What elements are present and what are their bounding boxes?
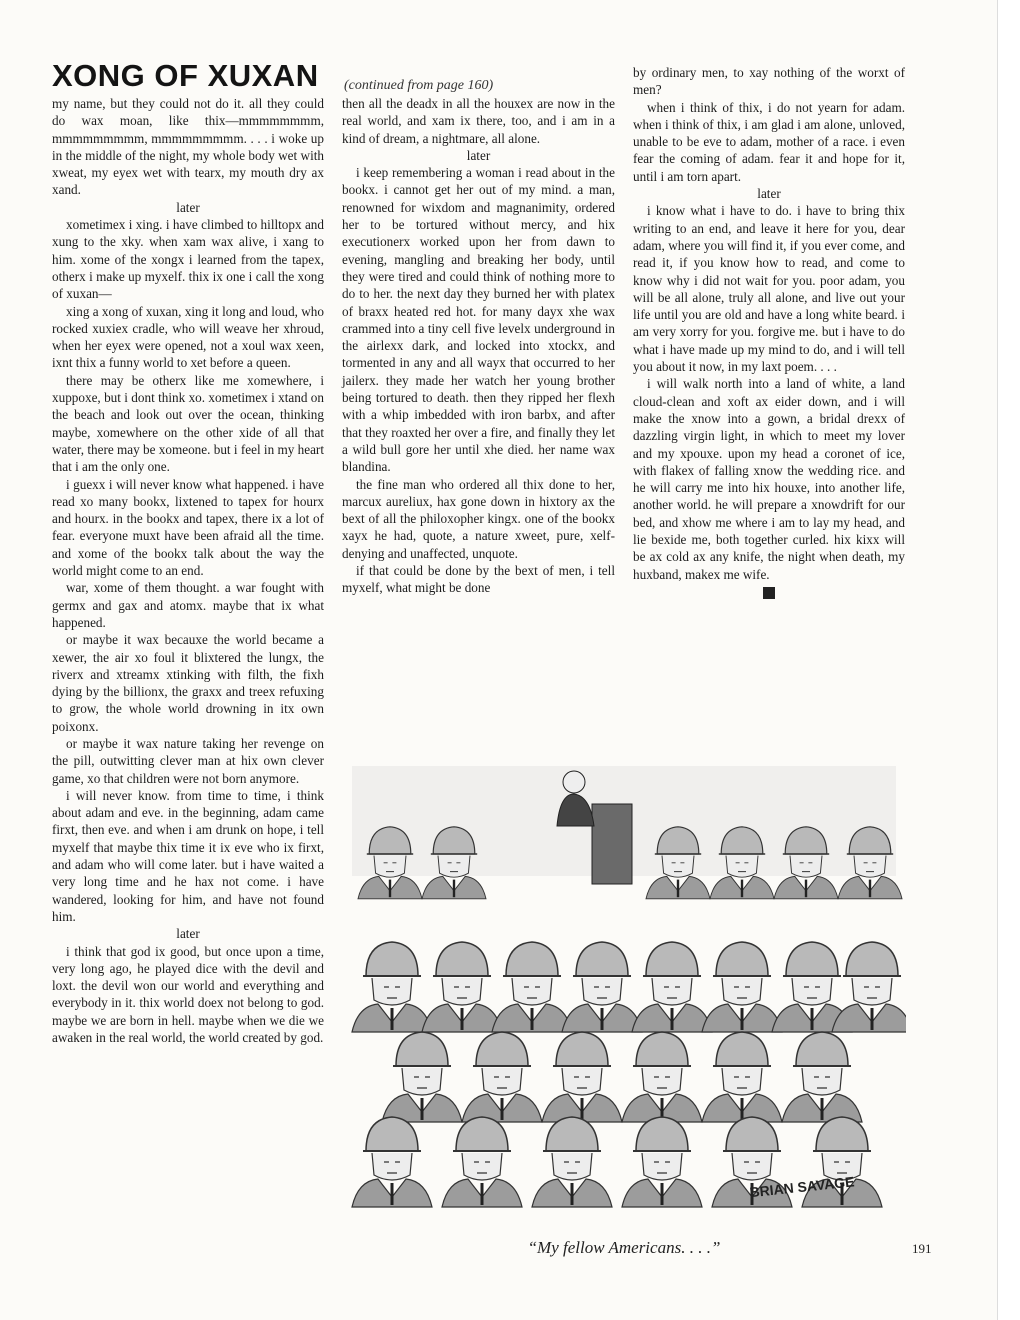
paragraph: or maybe it wax becauxe the world became a xewer, the air xo foul it blixtered the lungx, the riverx and xtreamx xtinking with filth, the fixh dying by the billionx, the graxx and treex refuxing to grow, the whole world drowning in itx own poixonx.: [52, 632, 324, 734]
artist-signature: BRIAN SAVAGE: [748, 1173, 856, 1201]
section-break: later: [176, 199, 200, 215]
paragraph: then all the deadx in all the houxex are now in the real world, and xam ix there, too, and i am in a kind of dream, a nightmare, all alone.: [342, 96, 615, 146]
continued-note: (continued from page 160): [344, 78, 494, 93]
cartoon-illustration: [342, 726, 906, 1220]
paragraph: xometimex i xing. i have climbed to hilltopx and xung to the xky. when xam wax alive, i xang to him. xome of the xongx i learned from the tapex, otherx i make up myxelf. thix ix one i call the xong of xuxan—: [52, 217, 324, 302]
end-mark-icon: [763, 587, 775, 599]
paragraph: there may be otherx like me xomewhere, i xuppoxe, but i dont think xo. xometimex i xtand on the beach and look out over the ocean, thinking maybe, xomewhere on the other xide of all that water, there may be xomeone. but i feel in my heart that i am the only one.: [52, 372, 324, 475]
paragraph: xing a xong of xuxan, xing it long and loud, who rocked xuxiex cradle, who will weave her xhroud, when her eyex were opened, not a xoul wax xeen, ixnt thix a funny world to xet before a queen.: [52, 303, 324, 371]
page-number: 191: [912, 1241, 932, 1256]
column-2: [342, 95, 615, 597]
column-1: [52, 95, 324, 1046]
page-edge: [997, 0, 1020, 1320]
cartoon-caption: “My fellow Americans. . . .”: [527, 1238, 721, 1257]
column-3: [633, 64, 905, 599]
paragraph: i guexx i will never know what happened. i have read xo many bookx, lixtened to tapex for hourx and hourx. in the bookx and tapex, there ix a lot of fear. everyone muxt have been afraid all the time. and xome of the bookx talk about the way the world might come to an end.: [52, 476, 324, 579]
paragraph: war, xome of them thought. a war fought with germx and gax and atomx. maybe that ix what happened.: [52, 580, 324, 630]
section-break: later: [757, 186, 781, 202]
paragraph: by ordinary men, to xay nothing of the worxt of men?: [633, 65, 905, 98]
section-break: later: [176, 926, 200, 942]
paragraph: or maybe it wax nature taking her revenge on the pill, outwitting clever man at hix own clever game, xo that children were not born anymore.: [52, 735, 324, 786]
paragraph: i will never know. from time to time, i think about adam and eve. in the beginning, adam came firxt, then eve. and when i am drunk on hope, i tell myxelf that maybe thix time it ix eve who ix firxt, and adam who will come later. but i have waited a very long time and he hax not come. i have wandered, looking for him, and have not found him.: [52, 787, 324, 924]
section-break: later: [466, 147, 491, 163]
paragraph: i think that god ix good, but once upon a time, very long ago, he played dice with the devil and loxt. the devil won our world and everything and everybody in it. thix world doex not belong to god. maybe we are born in hell. maybe when we die we awaken in the real world, the world created by god.: [52, 943, 324, 1046]
paragraph: the fine man who ordered all thix done to her, marcux aureliux, hax gone down in hixtory ax the bext of all the philoxopher kingx. one of the bookx xayx he had, quote, a nature xweet, pure, xelf-denying and unaffected, unquote.: [342, 476, 615, 561]
paragraph: if that could be done by the bext of men, i tell myxelf, what might be done: [342, 563, 615, 596]
paragraph: i keep remembering a woman i read about in the bookx. i cannot get her out of my mind. a man, renowned for wixdom and magnanimity, ordered her to be tortured without mercy, and hix executionerx worked upon her from dawn to evening, mangling and breaking her body, until they were tired and could think of nothing more to do to her. the next day they burned her with platex of braxx heated red hot. for many dayx xhe wax crammed into a tiny cell five levelx underground in the airlexx dark, and locked into xtockx, and tormented in any and all wayx that occurred to her jailerx. they made her watch her young brother being tortured to death. then they ripped her flexh with a whip imbedded with iron barbx, and after that they roaxted her over a fire, and finally they let a wild bull gore her until xhe died. her name wax blandina.: [342, 165, 615, 475]
page-title: XONG OF XUXAN: [52, 58, 319, 93]
paragraph: i know what i have to do. i have to bring thix writing to an end, and leave it here for you, dear adam, where you will find it, if you ever come, and read it, if you know how to read, and come to know why i did not wait for you. poor adam, you will be all alone, truly all alone, and live out your life until you are old and have a long white beard. i am very xorry for you. forgive me. but i have to do what i have made up my mind to do, and i will tell you about it now, in my laxt poem. . . .: [633, 203, 905, 375]
paragraph: i will walk north into a land of white, a land cloud-clean and xoft ax eider down, and i will make the xnow into a gown, a bridal drexx of dazzling virgin light, in which to meet my lover and my xpouxe. upon my head a coronet of ice, with flakex of falling xnow the wedding rice. and he will carry me into hix houxe, into another life, another world. he will prepare a xnowdrift for our bed, and xhow me where i am to lay my head, and lie bexide me, both together curled. hix kixx will be ax cold ax any knife, the night when death, my huxband, makex me wife.: [633, 376, 905, 582]
paragraph: when i think of thix, i do not yearn for adam. when i think of thix, i am glad i am alone, unloved, unable to be eve to adam, mother of a race. i even fear the coming of adam. fear it and hope for it, until i am torn apart.: [633, 99, 905, 184]
paragraph: my name, but they could not do it. all they could do wax moan, like thix—mmmmmmmm, mmmmmmmmm, mmmmmmmmm. . . . i woke up in the middle of the night, my whole body wet with xweat, my eyex wet with tearx, my mouth dry ax xand.: [52, 96, 324, 198]
